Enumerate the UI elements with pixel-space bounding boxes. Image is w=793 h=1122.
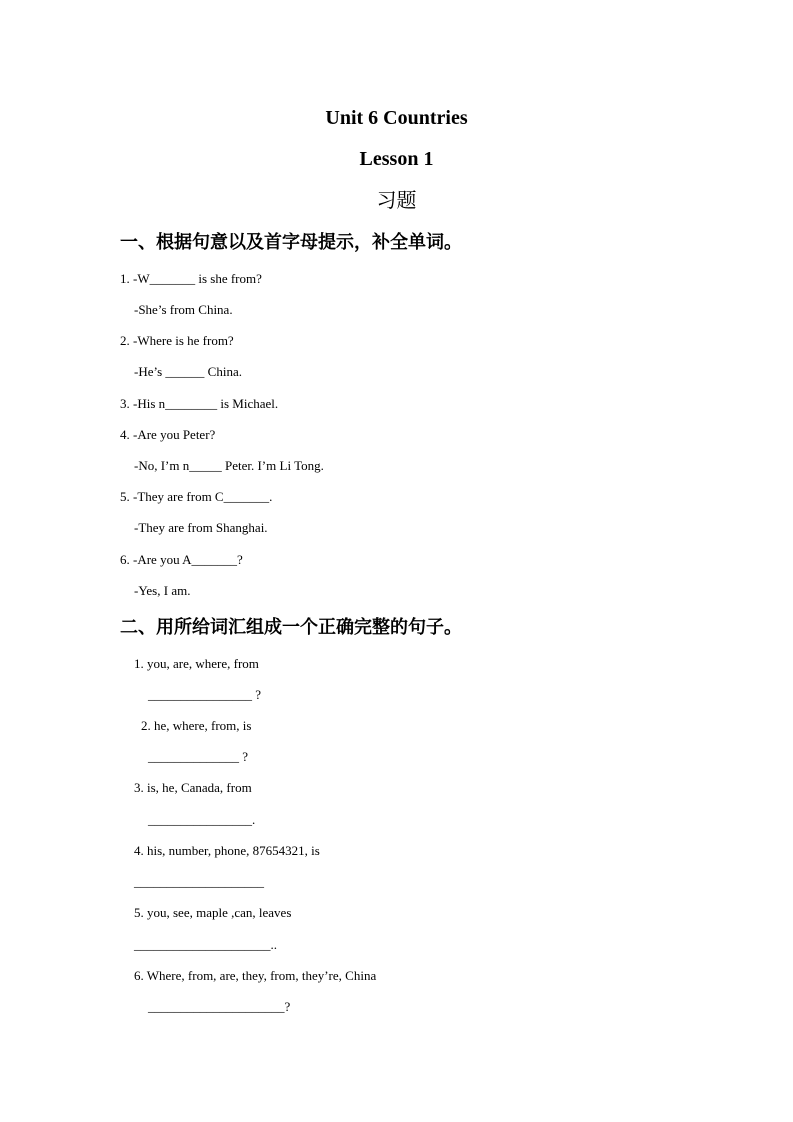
prompt-line: 2. he, where, from, is (141, 718, 252, 733)
blank-line: ______________ ? (148, 749, 249, 764)
question-line: 5. -They are from C_______. (120, 489, 273, 504)
section2-heading: 二、用所给词汇组成一个正确完整的句子。 (120, 617, 462, 638)
blank-line: ________________. (148, 812, 256, 827)
question-line: 6. -Are you A_______? (120, 552, 243, 567)
answer-line: -She’s from China. (134, 302, 233, 317)
blank-line: _____________________.. (134, 937, 277, 952)
prompt-line: 3. is, he, Canada, from (134, 780, 252, 795)
answer-line: -They are from Shanghai. (134, 520, 268, 535)
prompt-line: 1. you, are, where, from (134, 656, 259, 671)
prompt-line: 6. Where, from, are, they, from, they’re, China (134, 968, 377, 983)
lesson-title: Lesson 1 (359, 148, 434, 170)
blank-line: _____________________? (148, 999, 291, 1014)
question-line: 1. -W_______ is she from? (120, 271, 262, 286)
answer-line: -No, I’m n_____ Peter. I’m Li Tong. (134, 458, 324, 473)
question-line: 2. -Where is he from? (120, 333, 234, 348)
section1-heading: 一、根据句意以及首字母提示，补全单词。 (120, 232, 462, 253)
answer-line: -He’s ______ China. (134, 364, 242, 379)
answer-line: -Yes, I am. (134, 583, 191, 598)
question-line: 3. -His n________ is Michael. (120, 396, 279, 411)
prompt-line: 5. you, see, maple ,can, leaves (134, 905, 292, 920)
exercise-title: 习题 (376, 188, 417, 212)
question-line: 4. -Are you Peter? (120, 427, 216, 442)
unit-title: Unit 6 Countries (325, 107, 468, 129)
blank-line: ________________ ? (148, 687, 262, 702)
prompt-line: 4. his, number, phone, 87654321, is (134, 843, 320, 858)
blank-line: ____________________ (134, 874, 264, 889)
